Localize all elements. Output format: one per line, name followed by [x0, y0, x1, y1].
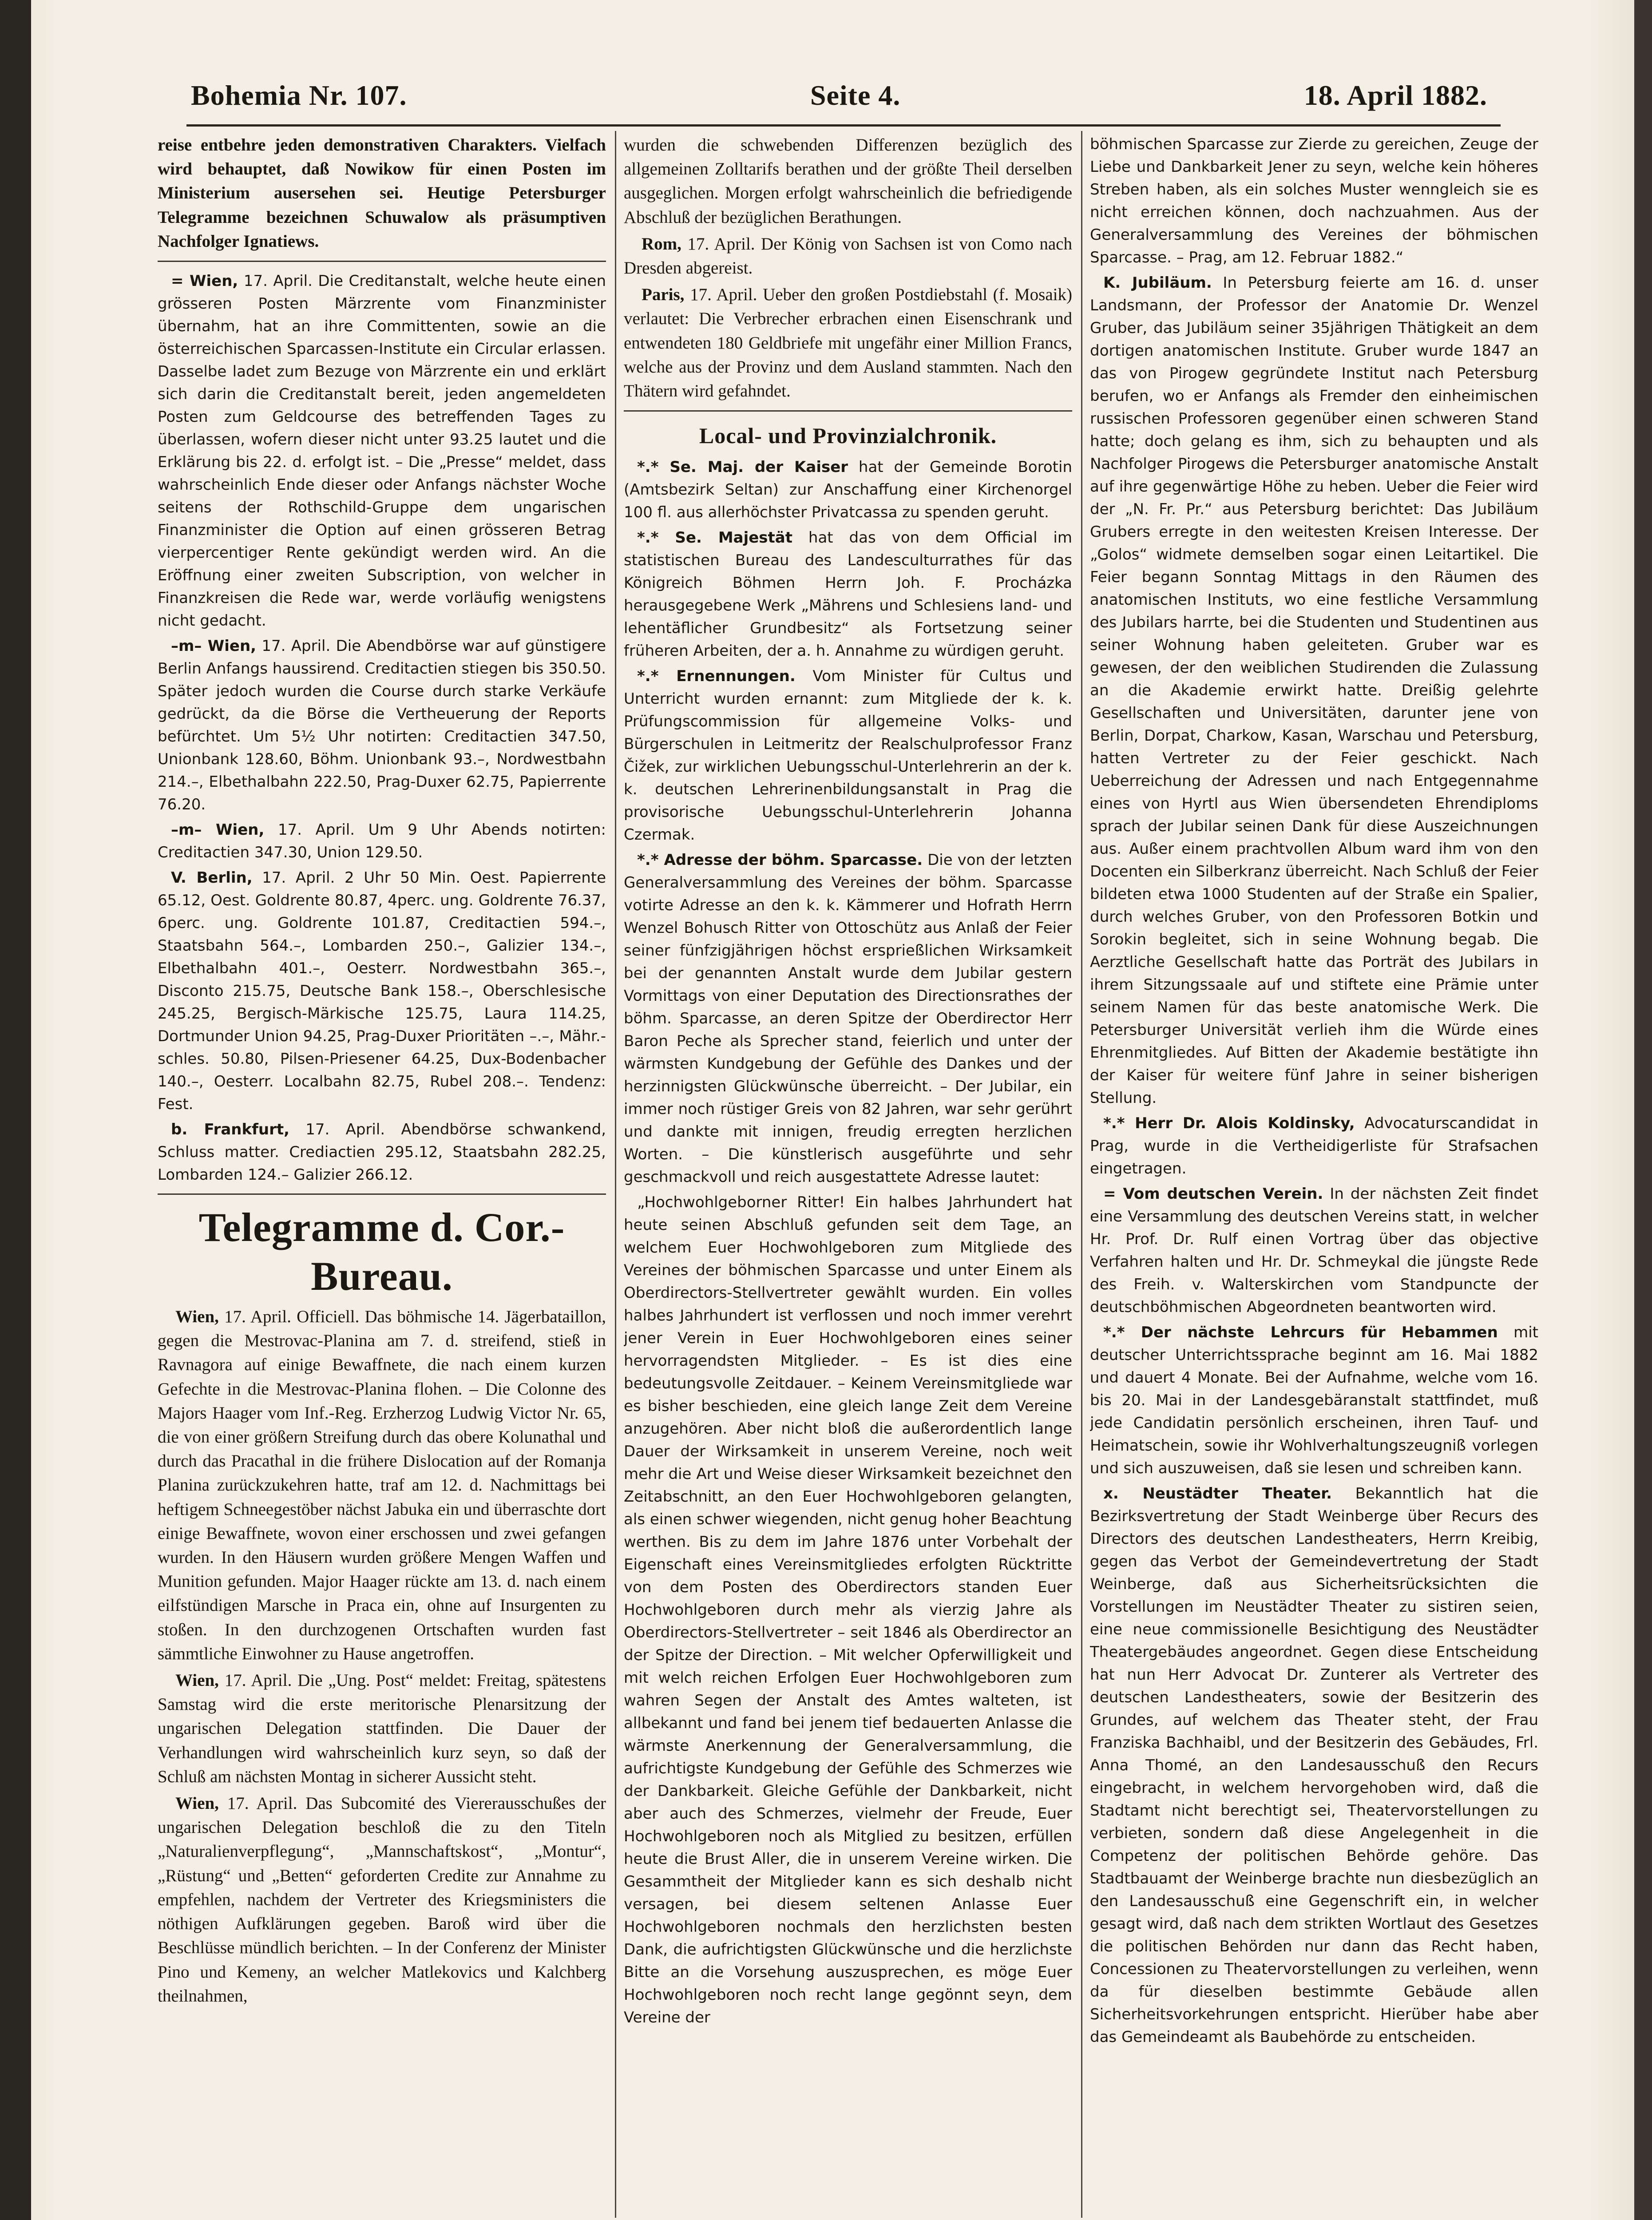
news-item: b. Frankfurt, 17. April. Abendbörse schwankend, Schluss matter. Crediactien 295.12, Staatsbahn 282.25, Lombarden 124.– Galizier 266.12.: [158, 1121, 606, 1184]
news-item: Wien, 17. April. Officiell. Das böhmische 14. Jägerbataillon, gegen die Mestrovac-Planina am 7. d. streifend, stieß in Ravnagora auf einige Bewaffnete, die nach einem kurzen Gefechte in die Mestrovac-Planina flohen. – Die Colonne des Majors Haager vom Inf.-Reg. Erzherzog Ludwig Victor Nr. 65, die von einer größern Streifung durch das obere Kolunathal und durch das Pracathal in die frühere Dislocation auf der Romanja Planina zurückzukehren hatte, traf am 12. d. Nachmittags bei heftigem Schneegestöber nächst Jabuka ein und überraschte dort einige Bewaffnete, wovon einer erschossen und zwei gefangen wurden. In den Häusern wurden größere Mengen Waffen und Munition gefunden. Major Haager rückte am 13. d. nach einem eilfstündigen Marsche in Praca ein, ohne auf Insurgenten zu stoßen. In den durchzogenen Ortschaften wurden fast sämmtliche Einwohner zu Hause angetroffen.: [158, 1307, 606, 1663]
local-chronicle: [624, 456, 1072, 2029]
section-rule: [158, 261, 606, 262]
news-item: V. Berlin, 17. April. 2 Uhr 50 Min. Oest. Papierrente 65.12, Oest. Goldrente 80.87, 4perc. ung. Goldrente 76.37, 6perc. ung. Goldrente 101.87, Creditactien 594.–, Staatsbahn 564.–, Lombarden 250.–, Galizier 134.–, Elbethalbahn 401.–, Oesterr. Nordwestbahn 365.–, Disconto 215.75, Deutsche Bank 158.–, Oberschlesische 245.25, Bergisch-Märkische 125.75, Laura 114.25, Dortmunder Union 94.25, Prag-Duxer Prioritäten –.–, Mähr.-schles. 50.80, Pilsen-Priesener 64.25, Dux-Bodenbacher 140.–, Oesterr. Localbahn 82.75, Rubel 208.–. Tendenz: Fest.: [158, 869, 606, 1114]
masthead-issue: Bohemia Nr. 107.: [191, 79, 407, 111]
article-intro: reise entbehre jeden demonstrativen Charakters. Vielfach wird behauptet, daß Nowikow für einen Posten im Ministerium ausersehen sei. Heutige Petersburger Telegramme bezeichnen Schuwalow als präsumptiven Nachfolger Ignatiews.: [158, 135, 606, 251]
section-title-chronik: Local- und Provinzialchronik.: [699, 423, 997, 448]
news-item: Rom, 17. April. Der König von Sachsen ist von Como nach Dresden abgereist.: [624, 234, 1072, 278]
news-item: –m– Wien, 17. April. Um 9 Uhr Abends notirten: Creditactien 347.30, Union 129.50.: [158, 821, 606, 862]
section-rule: [158, 1193, 606, 1195]
column-3: [1090, 133, 1538, 2220]
column-1: [158, 133, 606, 2220]
column-divider-1: [615, 131, 616, 2218]
scan-edge-left: [0, 0, 31, 2220]
news-item: K. Jubiläum. In Petersburg feierte am 16. d. unser Landsmann, der Professor der Anatomie Dr. Wenzel Gruber, das Jubiläum seiner 35jährigen Thätigkeit an dem dortigen anatomischen Institute. Gruber wurde 1847 an das von Pirogew gegründete Institut nach Petersburg berufen, wo er Anfangs als Fremder den einheimischen russischen Professoren gegenüber einen schweren Stand hatte; doch gelang es ihm, sich zu behaupten und als Nachfolger Pirogews die Petersburger anatomische Anstalt auf ihre gegenwärtige Höhe zu heben. Ueber die Feier wird der „N. Fr. Pr.“ aus Petersburg berichtet: Das Jubiläum Grubers erregte in den weitesten Kreisen Interesse. Der „Golos“ widmete demselben sogar einen Leitartikel. Die Feier begann Sonntag Mittags in den Räumen des anatomischen Instituts, wo eine festliche Versammlung des Jubilars harrte, bei die Studenten und Studentinen aus seiner Wohnung haben geleiteten. Gruber war es gewesen, der den weiblichen Studirenden die Zulassung an die Akademie erwirkt hatte. Dreißig gelehrte Gesellschaften und Universitäten, darunter jene von Berlin, Dorpat, Charkow, Kasan, Warschau und Petersburg, hatten Vertreter zu der Feier geschickt. Nach Ueberreichung der Adressen und nach Entgegennahme eines von Hyrtl aus Wien übersendeten Ehrendiploms sprach der Jubilar seinen Dank für diese Auszeichnungen aus. Außer einem prachtvollen Album ward ihm von den Docenten ein Silberkranz überreicht. Nach Schluß der Feier bildeten etwa 1000 Studenten auf der Straße ein Spalier, durch welches Gruber, von den Professoren Botkin und Sorokin begleitet, sich in seine Wohnung begab. Die Aerztliche Gesellschaft hatte das Porträt des Jubilars in ihrem Sitzungssaale auf und stiftete eine Prämie unter seinem Namen für das beste anatomische Werk. Die Petersburger Universität verlieh ihm die Würde eines Ehrenmitgliedes. Auf Bitten der Akademie bestätigte ihn der Kaiser für weitere fünf Jahre in seiner bisherigen Stellung.: [1090, 274, 1538, 1107]
news-item: wurden die schwebenden Differenzen bezüglich des allgemeinen Zolltarifs berathen und der größte Theil derselben ausgeglichen. Morgen erfolgt wahrscheinlich die befriedigende Abschluß der bezüglichen Berathungen.: [624, 135, 1072, 227]
header-rule: [186, 124, 1501, 127]
news-item: *.* Der nächste Lehrcurs für Hebammen mit deutscher Unterrichtssprache beginnt am 16. Mai 1882 und dauert 4 Monate. Bei der Aufnahme, welche vom 16. bis 20. Mai in der Landesgebäranstalt stattfindet, muß jede Candidatin persönlich erscheinen, ihren Tauf- und Heimatschein, sowie ihr Wohlverhaltungszeugniß vorlegen und sich auszuweisen, daß sie lesen und schreiben kann.: [1090, 1324, 1538, 1477]
news-item: *.* Herr Dr. Alois Koldinsky, Advocaturscandidat in Prag, wurde in die Vertheidigerliste für Strafsachen eingetragen.: [1090, 1114, 1538, 1177]
news-item: *.* Adresse der böhm. Sparcasse. Die von der letzten Generalversammlung des Vereines der böhm. Sparcasse votirte Adresse an den k. k. Kämmerer und Hofrath Herrn Wenzel Bohusch Ritter von Ottoschütz aus Anlaß der Feier seiner fünfzigjährigen höchst ersprießlichen Wirksamkeit bei der genannten Anstalt wurde dem Jubilar gestern Vormittags von einer Deputation des Directionsrathes der böhm. Sparcasse, an deren Spitze der Oberdirector Herr Baron Peche als Sprecher stand, feierlich und unter der wärmsten Kundgebung der Gefühle des Dankes und der herzinnigsten Glückwünsche überreicht. – Der Jubilar, ein immer noch rüstiger Greis von 82 Jahren, war sehr gerührt und dankte mit innigen, freudig erregten herzlichen Worten. – Die künstlerisch ausgeführte und sehr geschmackvoll und reich ausgestattete Adresse lautet:: [624, 851, 1072, 1186]
address-text: „Hochwohlgeborner Ritter! Ein halbes Jahrhundert hat heute seinen Abschluß gefunden seit dem Tage, an welchem Euer Hochwohlgeboren zum Mitgliede des Vereines der böhmischen Sparcasse und unter Einem als Oberdirectors-Stellvertreter gewählt wurden. Ein volles halbes Jahrhundert ist verflossen und noch immer verehrt jener Verein in Euer Hochwohlgeboren eines seiner hervorragendsten Mitglieder. – Es ist dies eine bedeutungsvolle Zeitdauer. – Keinem Vereinsmitgliede war es bisher beschieden, eine gleich lange Zeit dem Vereine anzugehören. Aber nicht bloß die außerordentlich lange Dauer der Wirksamkeit in unserem Vereine, noch weit mehr die Art und Weise dieser Wirksamkeit bezeichnet den Zeitabschnitt, an den Euer Hochwohlgeboren gelangten, als einen schwer wiegenden, nicht genug hoher Beachtung werthen. Bis zu dem im Jahre 1876 unter Vorbehalt der Eigenschaft eines Vereinsmitgliedes erfolgten Rücktritte von dem Posten des Oberdirectors standen Euer Hochwohlgeboren durch mehr als vierzig Jahre als Oberdirectors-Stellvertreter – seit 1846 als Oberdirector an der Spitze der Direction. – Mit welcher Opferwilligkeit und mit welch reichen Erfolgen Euer Hochwohlgeboren zum wahren Segen der Anstalt des Amtes walteten, ist allbekannt und fand bei jenem tief bedauerten Anlasse die wärmste Anerkennung der Generalversammlung, die aufrichtigste Kundgebung der Gefühle des Schmerzes wie der Dankbarkeit. Gleiche Gefühle der Dankbarkeit, nicht aber auch des Schmerzes, vielmehr der Freude, Euer Hochwohlgeboren noch als Mitglied zu besitzen, erfüllen heute die Brust Aller, die in unserem Vereine wirken. Die Gesammtheit der Mitglieder kann es sich deshalb nicht versagen, bei diesem seltenen Anlasse Euer Hochwohlgeboren nochmals den herzlichsten besten Dank, die aufrichtigsten Glückwünsche und die herzlichste Bitte an die Vorsehung auszusprechen, es möge Euer Hochwohlgeboren noch recht lange gegönnt seyn, dem Vereine der: [624, 1193, 1072, 2027]
column-2: [624, 133, 1072, 2220]
news-item: = Wien, 17. April. Die Creditanstalt, welche heute einen grösseren Posten Märzrente vom Finanzminister übernahm, hat an ihre Committenten, sowie an die österreichischen Sparcassen-Institute ein Circular erlassen. Dasselbe ladet zum Bezuge von Märzrente ein und erklärt sich darin die Creditanstalt bereit, jeden angemeldeten Posten zum Geldcourse des betreffenden Tages zu überlassen, wofern dieser nicht unter 93.25 lautet und die Erklärung bis 22. d. erfolgt ist. – Die „Presse“ meldet, dass wahrscheinlich Ende dieser oder Anfangs nächster Woche seitens der Rothschild-Gruppe dem ungarischen Finanzminister die Option auf einen grösseren Betrag vierpercentiger Rente gekündigt werden wird. An die Eröffnung einer zweiten Subscription, von welcher in Finanzkreisen die Rede war, werde vorläufig wenigstens nicht gedacht.: [158, 272, 606, 630]
section-rule: [624, 410, 1072, 412]
scan-edge-right: [1634, 0, 1652, 2220]
section-title-telegramme: Telegramme d. Cor.-Bureau.: [198, 1205, 565, 1299]
issue-date: 18. April 1882.: [1303, 79, 1487, 111]
column-divider-2: [1081, 131, 1082, 2218]
news-item: x. Neustädter Theater. Bekanntlich hat die Bezirksvertretung der Stadt Weinberge über Recurs des Directors des deutschen Landestheaters, Herrn Kreibig, gegen das Verbot der Gemeindevertretung der Stadt Weinberge, daß aus Sicherheitsrücksichten die Vorstellungen im Neustädter Theater zu sistiren seien, eine neue commissionelle Besichtigung des Neustädter Theatergebäudes angeordnet. Gegen diese Entscheidung hat nun Herr Advocat Dr. Zunterer als Vertreter des deutschen Landestheaters, sowie der Besitzerin des Grundes, auf welchem das Theater steht, der Frau Franziska Bachhaibl, und der Besitzerin des Gebäudes, Frl. Anna Thomé, an den Landesausschuß den Recurs eingebracht, in welchem hervorgehoben wird, daß die Stadtamt nicht berechtigt sei, Theatervorstellungen zu verbieten, sondern daß diese Angelegenheit in die Competenz der politischen Behörde gehöre. Das Stadtbauamt der Weinberge brachte nun diesbezüglich an den Landesausschuß eine Gegenschrift ein, in welcher gesagt wird, daß nach dem strikten Wortlaut des Gesetzes die politischen Behörden nur dann das Recht haben, Concessionen zu Theatervorstellungen zu verleihen, wenn da für dieselben bestimmte Gebäude allen Sicherheitsvorkehrungen entspricht. Hierüber habe aber das Gemeindeamt als Baubehörde zu entscheiden.: [1090, 1485, 1538, 2046]
page-header: [191, 75, 1487, 115]
news-item: *.* Se. Majestät hat das von dem Official im statistischen Bureau des Landesculturrathes für das Königreich Böhmen Herrn Joh. F. Procházka herausgegebene Werk „Mährens und Schlesiens land- und lehentäflicher Grundbesitz“ als Fortsetzung seiner früheren Arbeiten, der a. h. Annahme zu würdigen geruht.: [624, 529, 1072, 660]
news-item: –m– Wien, 17. April. Die Abendbörse war auf günstigere Berlin Anfangs haussirend. Creditactien stiegen bis 350.50. Später jedoch wurden die Course durch starke Verkäufe gedrückt, da die Börse die Vertheuerung der Reports befürchtet. Um 5½ Uhr notirten: Creditactien 347.50, Unionbank 128.60, Böhm. Unionbank 93.–, Nordwestbahn 214.–, Elbethalbahn 222.50, Prag-Duxer 62.75, Papierrente 76.20.: [158, 637, 606, 814]
news-item: Paris, 17. April. Ueber den großen Postdiebstahl (f. Mosaik) verlautet: Die Verbrecher erbrachen einen Eisenschrank und entwendeten 180 Geldbriefe mit ungefähr einer Million Francs, welche aus der Provinz und dem Ausland stammten. Nach den Thätern wird gefahndet.: [624, 285, 1072, 401]
news-item: = Vom deutschen Verein. In der nächsten Zeit findet eine Versammlung des deutschen Vereins statt, in welcher Hr. Prof. Dr. Rulf einen Vortrag über das objective Verfahren halten und Hr. Dr. Schmeykal die jüngste Rede des Freih. v. Walterskirchen vom Standpuncte der deutschböhmischen Abgeordneten beantworten wird.: [1090, 1185, 1538, 1316]
news-item: Wien, 17. April. Die „Ung. Post“ meldet: Freitag, spätestens Samstag wird die erste meritorische Plenarsitzung der ungarischen Delegation stattfinden. Die Dauer der Verhandlungen wird wahrscheinlich kurz seyn, so daß der Schluß am nächsten Montag in sicherer Aussicht steht.: [158, 1671, 606, 1786]
financial-news: [158, 270, 606, 1186]
news-item: *.* Se. Maj. der Kaiser hat der Gemeinde Borotin (Amtsbezirk Seltan) zur Anschaffung einer Kirchenorgel 100 fl. aus allerhöchster Privatcassa zu spenden geruht.: [624, 458, 1072, 522]
news-item: Wien, 17. April. Das Subcomité des Viererausschußes der ungarischen Delegation beschloß die zu den Titeln „Naturalienverpflegung“, „Mannschaftskost“, „Montur“, „Rüstung“ und „Betten“ geforderten Credite zur Annahme zu empfehlen, nachdem der Vertreter des Kriegsministers die nöthigen Aufklärungen gegeben. Baroß wird über die Beschlüsse mündlich berichten. – In der Conferenz der Minister Pino und Kemeny, an welcher Matlekovics und Kalchberg theilnahmen,: [158, 1794, 606, 2006]
address-text-cont: böhmischen Sparcasse zur Zierde zu gereichen, Zeuge der Liebe und Dankbarkeit Jener zu seyn, welche kein höheres Streben haben, als ein solches Muster wenngleich sie es nicht erreichen können, doch nachzuahmen. Aus der Generalversammlung des Vereines der böhmischen Sparcasse. – Prag, am 12. Februar 1882.“: [1090, 135, 1538, 266]
page-number: Seite 4.: [810, 79, 901, 111]
news-item: *.* Ernennungen. Vom Minister für Cultus und Unterricht wurden ernannt: zum Mitgliede der k. k. Prüfungscommission für allgemeine Volks- und Bürgerschulen in Leitmeritz der Realschulprofessor Franz Čižek, zur wirklichen Uebungsschul-Unterlehrerin an der k. k. deutschen Lehrerinenbildungsanstalt in Prag die provisorische Uebungsschul-Unterlehrerin Johanna Czermak.: [624, 667, 1072, 844]
